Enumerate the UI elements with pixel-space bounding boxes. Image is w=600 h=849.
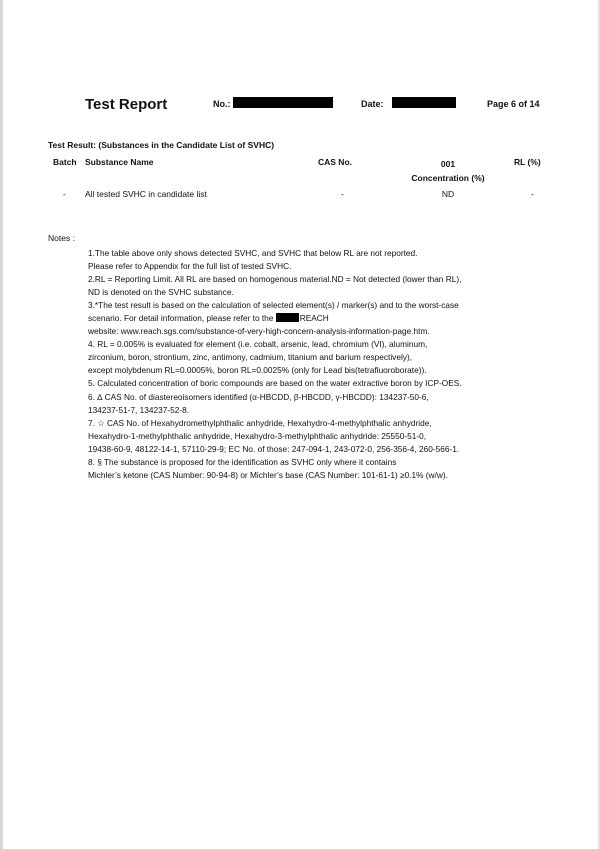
column-header-batch: Batch — [53, 157, 77, 167]
note-line: 2.RL = Reporting Limit. All RL are based on homogenous material.ND = Not detected (lower than RL), — [88, 274, 462, 285]
note-line: Hexahydro-1-methylphthalic anhydride, Hexahydro-3-methylphthalic anhydride: 25550-51-0, — [88, 430, 427, 441]
note-line: except molybdenum RL=0.0005%, boron RL=0.0025% (only for Lead bis(tetrafluoroborate)). — [88, 365, 427, 376]
column-header-concentration — [404, 157, 492, 185]
note-line: 6. ∆ CAS No. of diastereoisomers identified (α-HBCDD, β-HBCDD, γ-HBCDD): 134237-50-6, — [88, 391, 429, 402]
note-line: 8. § The substance is proposed for the identification as SVHC only where it contains — [88, 456, 397, 467]
note-line: ND is denoted on the SVHC substance. — [88, 287, 234, 298]
cell-substance: All tested SVHC in candidate list — [85, 189, 207, 199]
cell-rl: - — [531, 189, 534, 199]
note-line: 1.The table above only shows detected SVHC, and SVHC that below RL are not reported. — [88, 248, 418, 258]
column-header-concentration-label: Concentration (%) — [411, 173, 485, 183]
note-line — [88, 312, 548, 325]
column-header-substance: Substance Name — [85, 157, 154, 167]
cell-concentration: ND — [441, 189, 455, 199]
note-line: 7. ☆ CAS No. of Hexahydromethylphthalic anhydride, Hexahydro-4-methylphthalic anhydride, — [88, 417, 432, 428]
redacted-report-number — [233, 97, 333, 108]
page-number: Page 6 of 14 — [487, 99, 540, 109]
note-line: 19438-60-9, 48122-14-1, 57110-29-9; EC No. of those: 247-094-1, 243-072-0, 256-356-4, 260-566-1. — [88, 443, 460, 454]
column-header-rl: RL (%) — [514, 157, 541, 167]
note-line: Please refer to Appendix for the full list of tested SVHC. — [88, 261, 292, 272]
column-header-cas: CAS No. — [318, 157, 352, 167]
note-text: scenario. For detail information, please refer to the — [88, 313, 274, 324]
cell-batch: - — [63, 189, 66, 199]
note-text: REACH — [299, 313, 329, 324]
note-line: Michler’s ketone (CAS Number: 90-94-8) or Michler’s base (CAS Number: 101-61-1) ≥0.1% (w/w). — [88, 469, 448, 480]
redacted-date — [392, 97, 456, 108]
report-title: Test Report — [85, 96, 168, 113]
column-header-sample-id: 001 — [440, 159, 456, 169]
note-line: 134237-51-7, 134237-52-8. — [88, 404, 190, 415]
cell-cas: - — [341, 189, 344, 199]
section-title: Test Result: (Substances in the Candidate List of SVHC) — [48, 140, 275, 150]
note-line: 4. RL = 0.005% is evaluated for element (i.e. cobalt, arsenic, lead, chromium (VI), aluminum, — [88, 339, 428, 350]
date-label: Date: — [361, 99, 384, 109]
notes-block — [88, 247, 548, 482]
page-edge — [0, 0, 3, 849]
note-line: 3.*The test result is based on the calculation of selected element(s) / marker(s) and to the worst-case — [88, 300, 459, 311]
report-number-label: No.: — [213, 99, 231, 109]
note-line: website: www.reach.sgs.com/substance-of-very-high-concern-analysis-information-page.htm. — [88, 326, 430, 337]
notes-label: Notes : — [48, 233, 75, 243]
redacted-company-name — [276, 313, 299, 322]
note-line: 5. Calculated concentration of boric compounds are based on the water extractive boron by ICP-OES. — [88, 378, 462, 389]
note-line: zirconium, boron, strontium, zinc, antimony, cadmium, titanium and barium respectively), — [88, 352, 413, 363]
